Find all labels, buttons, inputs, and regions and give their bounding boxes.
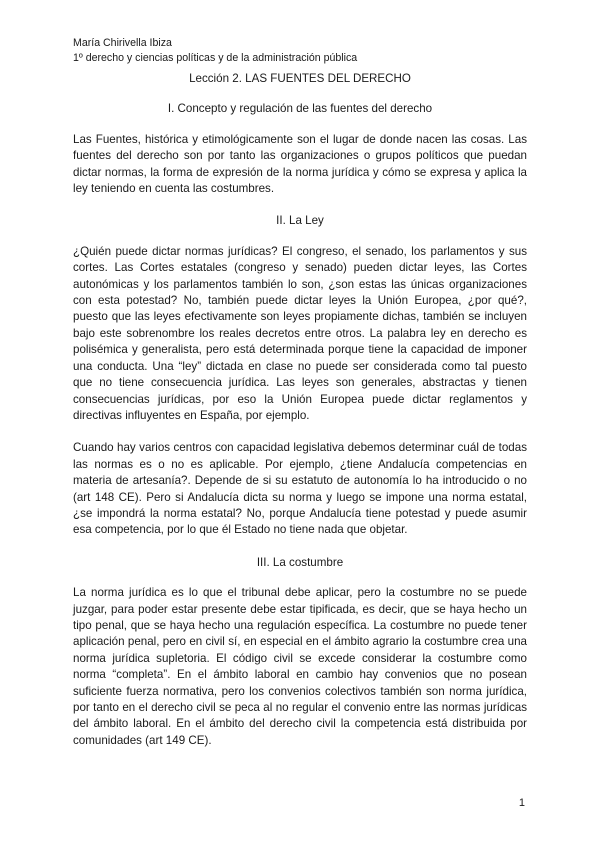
- paragraph-ley-1: ¿Quién puede dictar normas jurídicas? El congreso, el senado, los parlamentos y sus cortes. Las Cortes estatales (congreso y senado) pueden dictar leyes, las Cortes autonómicas y los parlamentos también lo son, ¿son estas las únicas organizaciones con esta potestad? No, también puede dictar leyes la Unión Europea, ¿por qué?, puesto que las leyes efectivamente son leyes propiamente dichas, también se incluyen bajo este sobrenombre los reales decretos entre otros. La palabra ley en derecho es polisémica y generalista, pero está determinada porque tiene la capacidad de imponer una conducta. Una “ley” dictada en clase no puede ser considerada como tal puesto que no tiene consecuencia jurídica. Las leyes son generales, abstractas y tienen consecuencias jurídicas, por eso la Unión Europea puede dictar reglamentos y directivas influyentes en España, por ejemplo.: [73, 244, 527, 422]
- page-number: 1: [518, 797, 525, 809]
- paragraph-costumbre: La norma jurídica es lo que el tribunal debe aplicar, pero la costumbre no se puede juzgar, para poder estar presente debe estar tipificada, es decir, que se haya hecho un tipo penal, que se haya hecho una regulación específica. La costumbre no puede tener aplicación penal, pero en civil sí, en especial en el ámbito agrario la costumbre crea una norma jurídica supletoria. El código civil se excede considerar la costumbre como norma “completa”. En el ámbito laboral en cambio hay convenios que no posean suficiente fuerza normativa, pero los convenios colectivos también son norma jurídica, por tanto en el derecho civil se peca al no regular el convenio entre las normas jurídicas del ámbito laboral. En el ámbito del derecho civil la competencia está distribuida por comunidades (art 149 CE).: [73, 586, 527, 747]
- section-heading-concepto: I. Concepto y regulación de las fuentes del derecho: [167, 102, 433, 116]
- page-header: [73, 36, 357, 66]
- course-name: 1º derecho y ciencias políticas y de la administración pública: [73, 52, 358, 64]
- lesson-title: Lección 2. LAS FUENTES DEL DERECHO: [189, 72, 411, 85]
- document-body: [73, 71, 527, 765]
- section-heading-costumbre: III. La costumbre: [256, 555, 344, 569]
- section-heading-ley: II. La Ley: [276, 214, 324, 228]
- paragraph-ley-2: Cuando hay varios centros con capacidad legislativa debemos determinar cuál de todas las normas es o no es aplicable. Por ejemplo, ¿tiene Andalucía competencias en materia de artesanía?. Depende de si su estatuto de autonomía lo ha introducido o no (art 148 CE). Pero si Andalucía dicta su norma y luego se impone una norma estatal, ¿se impondrá la norma estatal? No, porque Andalucía tiene potestad y puede asumir esa competencia, por lo que él Estado no tiene nada que objetar.: [73, 441, 527, 537]
- paragraph-fuentes: Las Fuentes, histórica y etimológicamente son el lugar de donde nacen las cosas. Las fuentes del derecho son por tanto las organizaciones o grupos políticos que puedan dictar normas, la forma de expresión de la norma jurídica y cómo se expresa y aplica la ley teniendo en cuenta las costumbres.: [73, 132, 527, 196]
- author-name: María Chirivella Ibiza: [73, 37, 172, 49]
